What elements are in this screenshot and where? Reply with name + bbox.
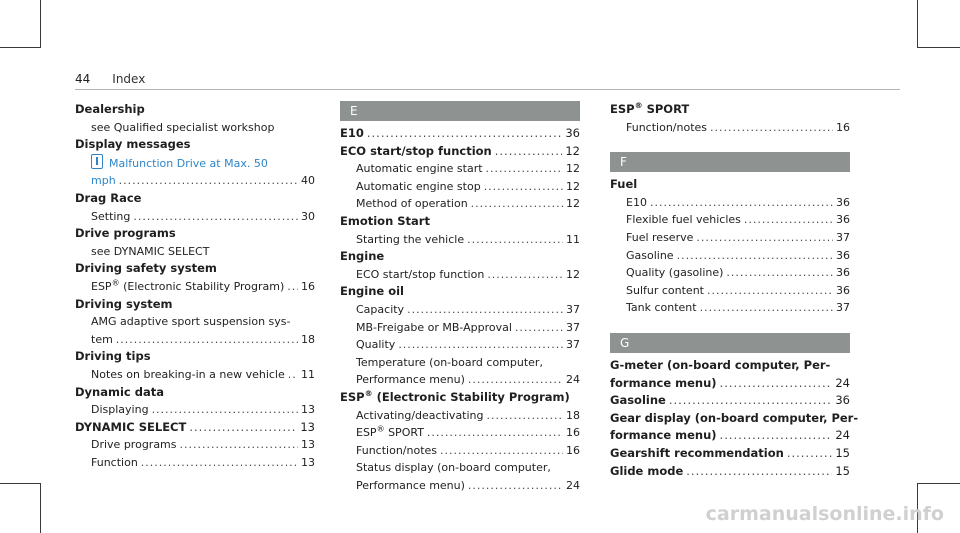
- index-subentry[interactable]: [610, 247, 850, 265]
- warning-text: Malfunction Drive at Max. 50: [109, 156, 268, 170]
- index-subentry[interactable]: [340, 231, 580, 249]
- leader-dots: [141, 454, 298, 472]
- index-subentry[interactable]: [75, 331, 315, 349]
- page-header: [75, 72, 145, 88]
- page-ref: 37: [566, 338, 580, 352]
- page-ref: 15: [835, 445, 850, 460]
- subentry-label: Capacity: [356, 302, 405, 316]
- index-column-1: [75, 101, 315, 471]
- section-letter-g: G: [610, 333, 850, 353]
- index-term: Gear display (on-board computer, Per-: [610, 410, 859, 425]
- subentry-label: Starting the vehicle: [356, 232, 465, 246]
- page-ref: 24: [835, 428, 850, 443]
- subentry-label: Flexible fuel vehicles: [626, 213, 741, 227]
- subentry-label: Automatic engine start: [356, 162, 483, 176]
- index-term: G-meter (on-board computer, Per-: [610, 357, 831, 372]
- index-subentry[interactable]: [75, 454, 315, 472]
- term-label: DYNAMIC SELECT: [75, 419, 187, 434]
- subentry-label: Displaying: [91, 403, 149, 417]
- index-term: Emotion Start: [340, 213, 430, 228]
- subentry-label: Method of operation: [356, 197, 468, 211]
- leader-dots: [471, 195, 563, 213]
- page-ref: 37: [566, 320, 580, 334]
- index-term: Driving system: [75, 296, 173, 311]
- page-ref: 24: [566, 478, 580, 492]
- index-term: Dynamic data: [75, 384, 164, 399]
- subentry-label: Gasoline: [626, 248, 674, 262]
- leader-dots: [710, 119, 833, 137]
- index-term: Drag Race: [75, 190, 142, 205]
- index-subentry: Status display (on-board computer,: [356, 461, 551, 475]
- index-term[interactable]: [610, 463, 850, 481]
- index-term[interactable]: [340, 125, 580, 143]
- page-ref: 12: [566, 267, 580, 281]
- page-ref: 16: [836, 120, 850, 134]
- page-ref: 36: [836, 195, 850, 209]
- index-term: ESP® SPORT: [610, 101, 690, 116]
- index-term[interactable]: [75, 419, 315, 437]
- page-ref: 15: [835, 463, 850, 478]
- subentry-label: Performance menu): [356, 478, 465, 492]
- page-ref: 13: [300, 419, 315, 434]
- leader-dots: [189, 419, 297, 437]
- subentry-label: ESP® (Electronic Stability Program): [91, 278, 285, 293]
- leader-dots: [487, 266, 563, 284]
- index-subentry: Temperature (on-board computer,: [356, 355, 543, 369]
- index-subentry: see DYNAMIC SELECT: [91, 244, 210, 258]
- index-subentry[interactable]: [340, 442, 580, 460]
- page-ref: 13: [301, 403, 315, 417]
- leader-dots: [707, 282, 833, 300]
- page-ref: 36: [836, 213, 850, 227]
- index-term: Engine oil: [340, 284, 404, 299]
- term-label: Gearshift recommendation: [610, 445, 784, 460]
- index-term: Driving tips: [75, 349, 151, 364]
- index-subentry[interactable]: [75, 401, 315, 419]
- leader-dots: [119, 172, 298, 190]
- index-subentry[interactable]: [610, 229, 850, 247]
- subentry-label: Activating/deactivating: [356, 408, 484, 422]
- leader-dots: [407, 301, 563, 319]
- leader-dots: [787, 445, 833, 463]
- subentry-label: Quality: [356, 338, 396, 352]
- index-term: Dealership: [75, 102, 145, 116]
- index-subentry[interactable]: [75, 278, 315, 296]
- page-ref: 11: [301, 367, 315, 381]
- page-ref: 24: [835, 375, 850, 390]
- leader-dots: [484, 178, 563, 196]
- page-section: Index: [112, 72, 146, 86]
- index-subentry[interactable]: [340, 477, 580, 495]
- page-ref: 37: [836, 230, 850, 244]
- index-subentry[interactable]: [340, 424, 580, 442]
- index-term[interactable]: [610, 375, 850, 393]
- index-subentry[interactable]: [610, 211, 850, 229]
- term-label: formance menu): [610, 428, 717, 443]
- subentry-label: ESP® SPORT: [356, 424, 424, 440]
- subentry-label: Fuel reserve: [626, 230, 694, 244]
- subentry-label: E10: [626, 195, 647, 209]
- crop-mark: [40, 483, 41, 533]
- index-term: Display messages: [75, 137, 191, 152]
- index-subentry[interactable]: [610, 119, 850, 137]
- leader-dots: [696, 229, 833, 247]
- page-ref: 37: [566, 302, 580, 316]
- spacer: [610, 136, 850, 152]
- page-number: 44: [75, 72, 91, 86]
- crop-mark: [0, 483, 40, 484]
- page-ref: 24: [566, 373, 580, 387]
- term-label: E10: [340, 126, 364, 140]
- subentry-label: ECO start/stop function: [356, 267, 485, 281]
- subentry-label: Automatic engine stop: [356, 179, 481, 193]
- section-letter-e: E: [340, 101, 580, 121]
- header-rule: [75, 89, 900, 90]
- index-term[interactable]: [340, 143, 580, 161]
- leader-dots: [427, 424, 563, 442]
- crop-mark: [917, 0, 918, 48]
- page-ref: 16: [566, 443, 580, 457]
- watermark: carmanualsonline.info: [705, 503, 944, 525]
- subentry-label: Notes on breaking-in a new vehicle: [91, 367, 285, 381]
- index-subentry[interactable]: [340, 407, 580, 425]
- warning-message: [75, 154, 315, 173]
- page-ref: 36: [836, 266, 850, 280]
- subentry-label: Setting: [91, 209, 131, 223]
- subentry-label: Function: [91, 455, 138, 469]
- index-subentry[interactable]: [75, 172, 315, 190]
- term-label: Glide mode: [610, 463, 684, 478]
- index-term[interactable]: [610, 427, 850, 445]
- index-subentry[interactable]: [610, 299, 850, 317]
- index-subentry[interactable]: [340, 178, 580, 196]
- index-term: Engine: [340, 249, 385, 264]
- leader-dots: [287, 278, 298, 296]
- crop-mark: [917, 47, 960, 48]
- subentry-label: tem: [91, 332, 113, 346]
- page-ref: 40: [301, 174, 315, 188]
- index-subentry[interactable]: [610, 194, 850, 212]
- index-subentry[interactable]: [75, 366, 315, 384]
- leader-dots: [133, 208, 298, 226]
- leader-dots: [744, 211, 833, 229]
- subentry-label: Sulfur content: [626, 283, 704, 297]
- page-ref: 12: [566, 162, 580, 176]
- leader-dots: [669, 392, 833, 410]
- subentry-label: Drive programs: [91, 438, 177, 452]
- leader-dots: [180, 436, 298, 454]
- subentry-label: Function/notes: [626, 120, 708, 134]
- leader-dots: [288, 366, 298, 384]
- index-column-2: [340, 101, 580, 494]
- leader-dots: [700, 299, 833, 317]
- index-term: ESP® (Electronic Stability Program): [340, 389, 570, 404]
- leader-dots: [468, 371, 563, 389]
- index-subentry[interactable]: [340, 195, 580, 213]
- index-term: Driving safety system: [75, 261, 217, 276]
- leader-dots: [398, 336, 563, 354]
- index-subentry[interactable]: [340, 160, 580, 178]
- page-ref: 37: [836, 301, 850, 315]
- warning-icon: [91, 154, 103, 169]
- page-ref: 13: [301, 438, 315, 452]
- index-subentry[interactable]: [340, 371, 580, 389]
- crop-mark: [917, 483, 960, 484]
- index-subentry: AMG adaptive sport suspension sys-: [91, 315, 291, 329]
- index-subentry[interactable]: [340, 266, 580, 284]
- page-ref: 36: [835, 393, 850, 408]
- index-term: Fuel: [610, 177, 638, 192]
- page-ref: 12: [566, 197, 580, 211]
- index-subentry[interactable]: [75, 436, 315, 454]
- page-ref: 16: [566, 426, 580, 440]
- subentry-label: mph: [91, 174, 116, 188]
- term-label: formance menu): [610, 375, 717, 390]
- term-label: ECO start/stop function: [340, 143, 492, 158]
- page-ref: 18: [301, 332, 315, 346]
- term-label: Gasoline: [610, 393, 666, 408]
- page-ref: 11: [566, 232, 580, 246]
- leader-dots: [468, 477, 563, 495]
- leader-dots: [367, 125, 563, 143]
- page-ref: 36: [836, 248, 850, 262]
- leader-dots: [650, 194, 833, 212]
- subentry-label: Performance menu): [356, 373, 465, 387]
- index-term[interactable]: [610, 392, 850, 410]
- spacer: [610, 317, 850, 333]
- subentry-label: Tank content: [626, 301, 697, 315]
- page-ref: 13: [301, 455, 315, 469]
- crop-mark: [40, 0, 41, 48]
- leader-dots: [726, 264, 833, 282]
- index-term[interactable]: [610, 445, 850, 463]
- subentry-label: Function/notes: [356, 443, 438, 457]
- index-subentry[interactable]: [610, 264, 850, 282]
- crop-mark: [0, 47, 40, 48]
- index-subentry[interactable]: [75, 208, 315, 226]
- index-column-3: [610, 101, 859, 480]
- section-letter-f: F: [610, 152, 850, 172]
- page-ref: 36: [565, 126, 580, 140]
- leader-dots: [486, 160, 563, 178]
- leader-dots: [515, 319, 563, 337]
- index-subentry: see Qualified specialist workshop: [91, 120, 275, 134]
- subentry-label: MB-Freigabe or MB-Approval: [356, 320, 512, 334]
- page-ref: 30: [301, 209, 315, 223]
- page-ref: 12: [565, 143, 580, 158]
- index-subentry[interactable]: [340, 301, 580, 319]
- leader-dots: [467, 231, 563, 249]
- index-subentry[interactable]: [340, 336, 580, 354]
- leader-dots: [152, 401, 298, 419]
- index-subentry[interactable]: [610, 282, 850, 300]
- leader-dots: [495, 143, 563, 161]
- leader-dots: [487, 407, 563, 425]
- page-ref: 12: [566, 179, 580, 193]
- leader-dots: [116, 331, 298, 349]
- subentry-label: Quality (gasoline): [626, 266, 724, 280]
- leader-dots: [720, 427, 833, 445]
- page-ref: 16: [301, 279, 315, 293]
- page-ref: 36: [836, 283, 850, 297]
- index-term: Drive programs: [75, 226, 176, 241]
- leader-dots: [686, 463, 832, 481]
- page-ref: 18: [566, 408, 580, 422]
- leader-dots: [440, 442, 563, 460]
- leader-dots: [677, 247, 833, 265]
- leader-dots: [720, 375, 833, 393]
- index-subentry[interactable]: [340, 319, 580, 337]
